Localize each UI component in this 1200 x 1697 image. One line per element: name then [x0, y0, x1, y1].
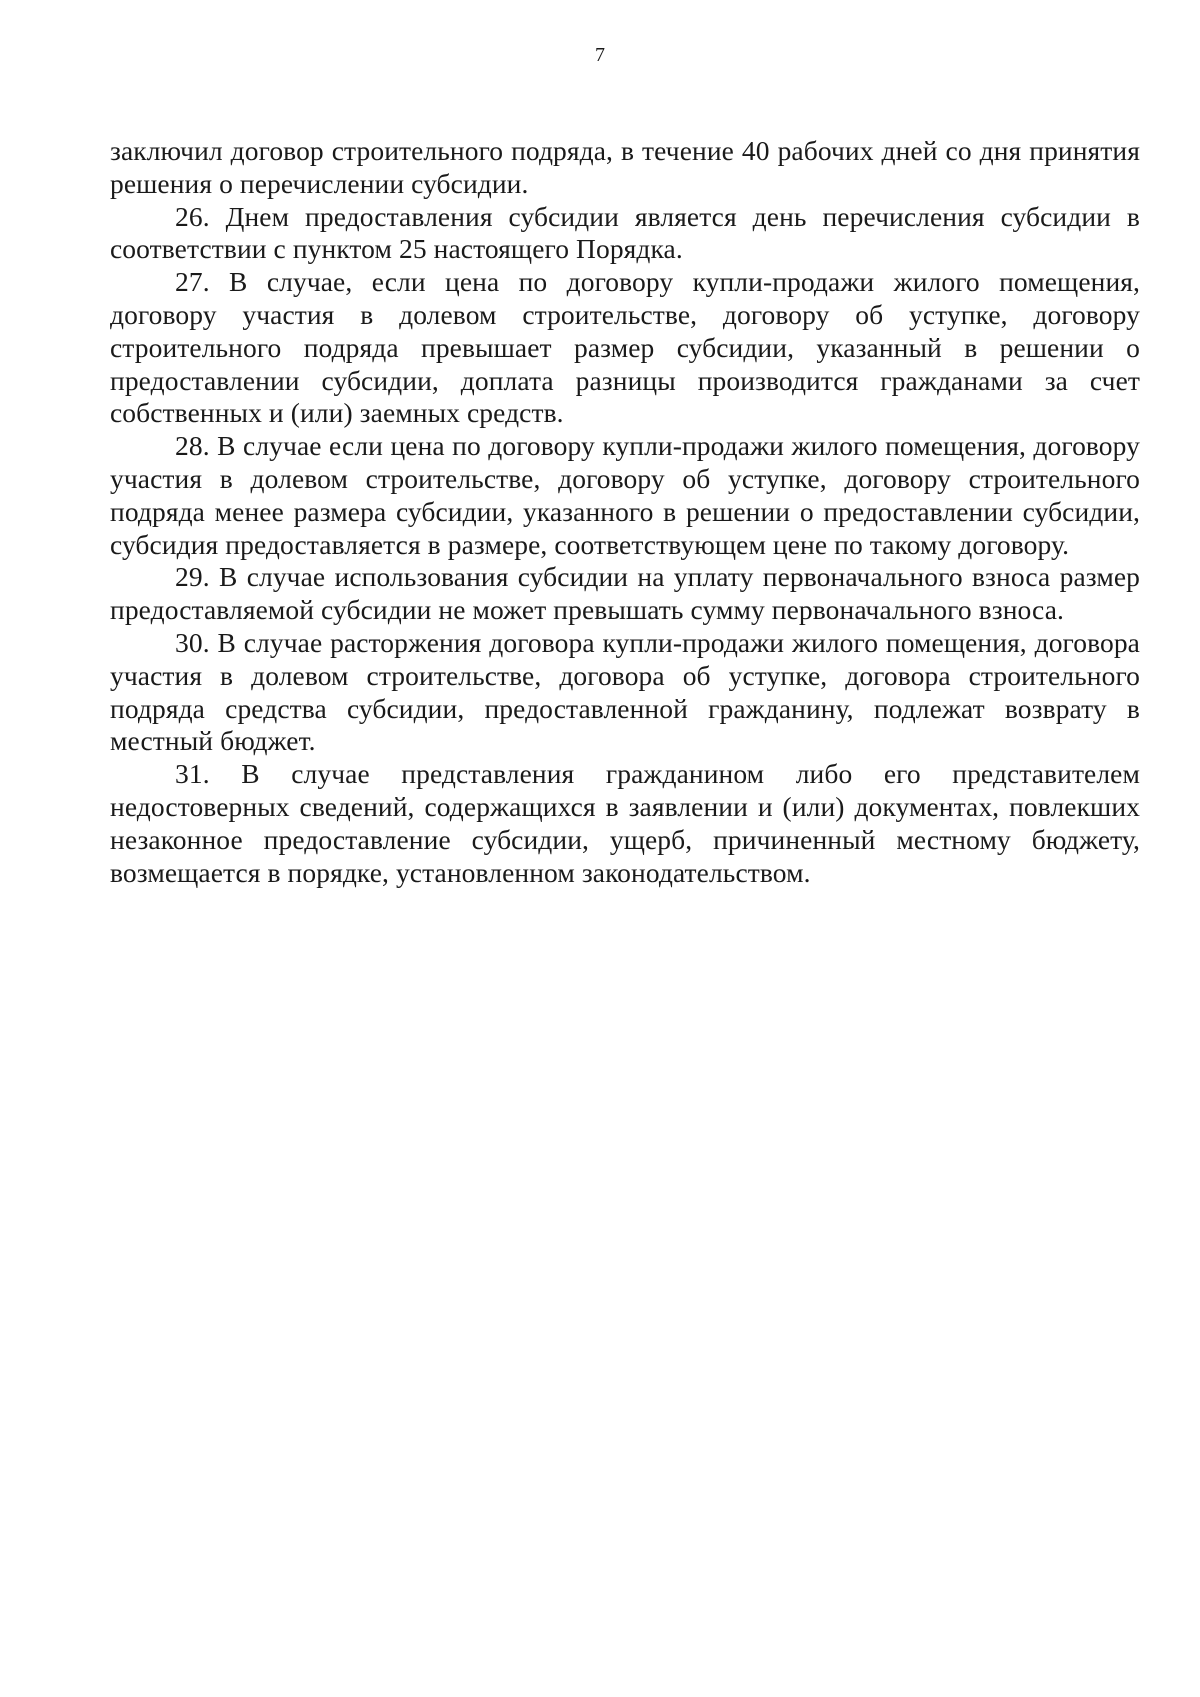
paragraph-28: 28. В случае если цена по договору купли-продажи жилого помещения, договору участия в долевом строительстве, договору об уступке, договору строительного подряда менее размера субсидии, указанного в решении о предоставлении субсидии, субсидия предоставляется в размере, соответствующем цене по такому договору. [110, 430, 1140, 560]
paragraph-continued: заключил договор строительного подряда, в течение 40 рабочих дней со дня принятия решения о перечислении субсидии. [110, 135, 1140, 199]
paragraph-30: 30. В случае расторжения договора купли-продажи жилого помещения, договора участия в долевом строительстве, договора об уступке, договора строительного подряда средства субсидии, предоставленной гражданину, подлежат возврату в местный бюджет. [110, 626, 1140, 757]
paragraph-31: 31. В случае представления гражданином либо его представителем недостоверных сведений, содержащихся в заявлении и (или) документах, повлекших незаконное предоставление субсидии, ущерб, причиненный местному бюджету, возмещается в порядке, установленном законодательством. [110, 758, 1140, 888]
page-number: 7 [595, 44, 605, 66]
paragraph-27: 27. В случае, если цена по договору купли-продажи жилого помещения, договору участия в долевом строительстве, договору об уступке, договору строительного подряда превышает размер субсидии, указанный в решении о предоставлении субсидии, доплата разницы производится гражданами за счет собственных и (или) заемных средств. [110, 266, 1140, 429]
paragraph-29: 29. В случае использования субсидии на уплату первоначального взноса размер предоставляемой субсидии не может превышать сумму первоначального взноса. [110, 561, 1140, 626]
document-body [110, 135, 1140, 889]
paragraph-26: 26. Днем предоставления субсидии является день перечисления субсидии в соответствии с пунктом 25 настоящего Порядка. [110, 200, 1140, 265]
